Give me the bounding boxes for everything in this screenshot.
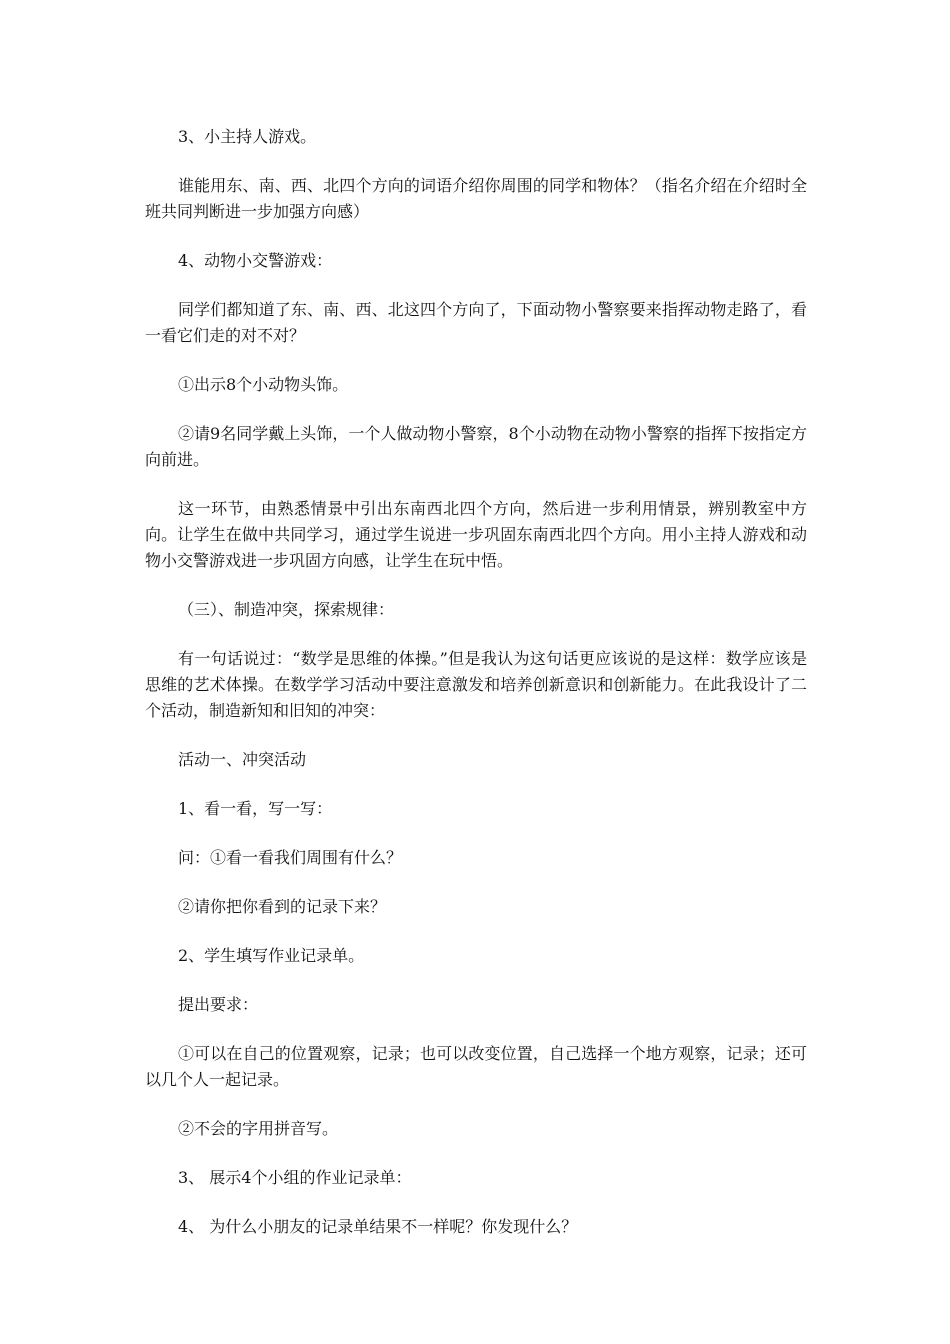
paragraph: 4、 为什么小朋友的记录单结果不一样呢？你发现什么？ — [178, 1217, 578, 1236]
paragraph: 同学们都知道了东、南、西、北这四个方向了，下面动物小警察要来指挥动物走路了，看一看它们走的对不对？ — [145, 300, 807, 345]
document-page — [145, 124, 807, 1263]
paragraph: ②不会的字用拼音写。 — [178, 1119, 339, 1138]
paragraph: 问：①看一看我们周围有什么？ — [178, 848, 403, 867]
paragraph: 3、小主持人游戏。 — [178, 127, 317, 146]
paragraph: 提出要求： — [178, 995, 259, 1014]
paragraph: 有一句话说过：“数学是思维的体操。”但是我认为这句话更应该说的是这样：数学应该是思维的艺术体操。在数学学习活动中要注意激发和培养创新意识和创新能力。在此我设计了二个活动，制造新知和旧知的冲突： — [145, 649, 807, 720]
paragraph: ②请9名同学戴上头饰，一个人做动物小警察，8个小动物在动物小警察的指挥下按指定方向前进。 — [145, 424, 807, 469]
section-heading: （三）、制造冲突，探索规律： — [178, 600, 395, 619]
paragraph: 2、学生填写作业记录单。 — [178, 946, 365, 965]
paragraph: ②请你把你看到的记录下来？ — [178, 897, 387, 916]
paragraph: 4、动物小交警游戏： — [178, 251, 333, 270]
paragraph: 1、看一看，写一写： — [178, 799, 333, 818]
paragraph: 活动一、冲突活动 — [178, 750, 307, 769]
paragraph: 这一环节，由熟悉情景中引出东南西北四个方向，然后进一步利用情景，辨别教室中方向。让学生在做中共同学习，通过学生说进一步巩固东南西北四个方向。用小主持人游戏和动物小交警游戏进一步巩固方向感，让学生在玩中悟。 — [145, 499, 807, 570]
paragraph: ①出示8个小动物头饰。 — [178, 375, 349, 394]
paragraph: 谁能用东、南、西、北四个方向的词语介绍你周围的同学和物体？（指名介绍在介绍时全班共同判断进一步加强方向感） — [145, 176, 807, 221]
paragraph: ①可以在自己的位置观察，记录；也可以改变位置，自己选择一个地方观察，记录；还可以几个人一起记录。 — [145, 1044, 807, 1089]
paragraph: 3、 展示4个小组的作业记录单： — [178, 1168, 412, 1187]
